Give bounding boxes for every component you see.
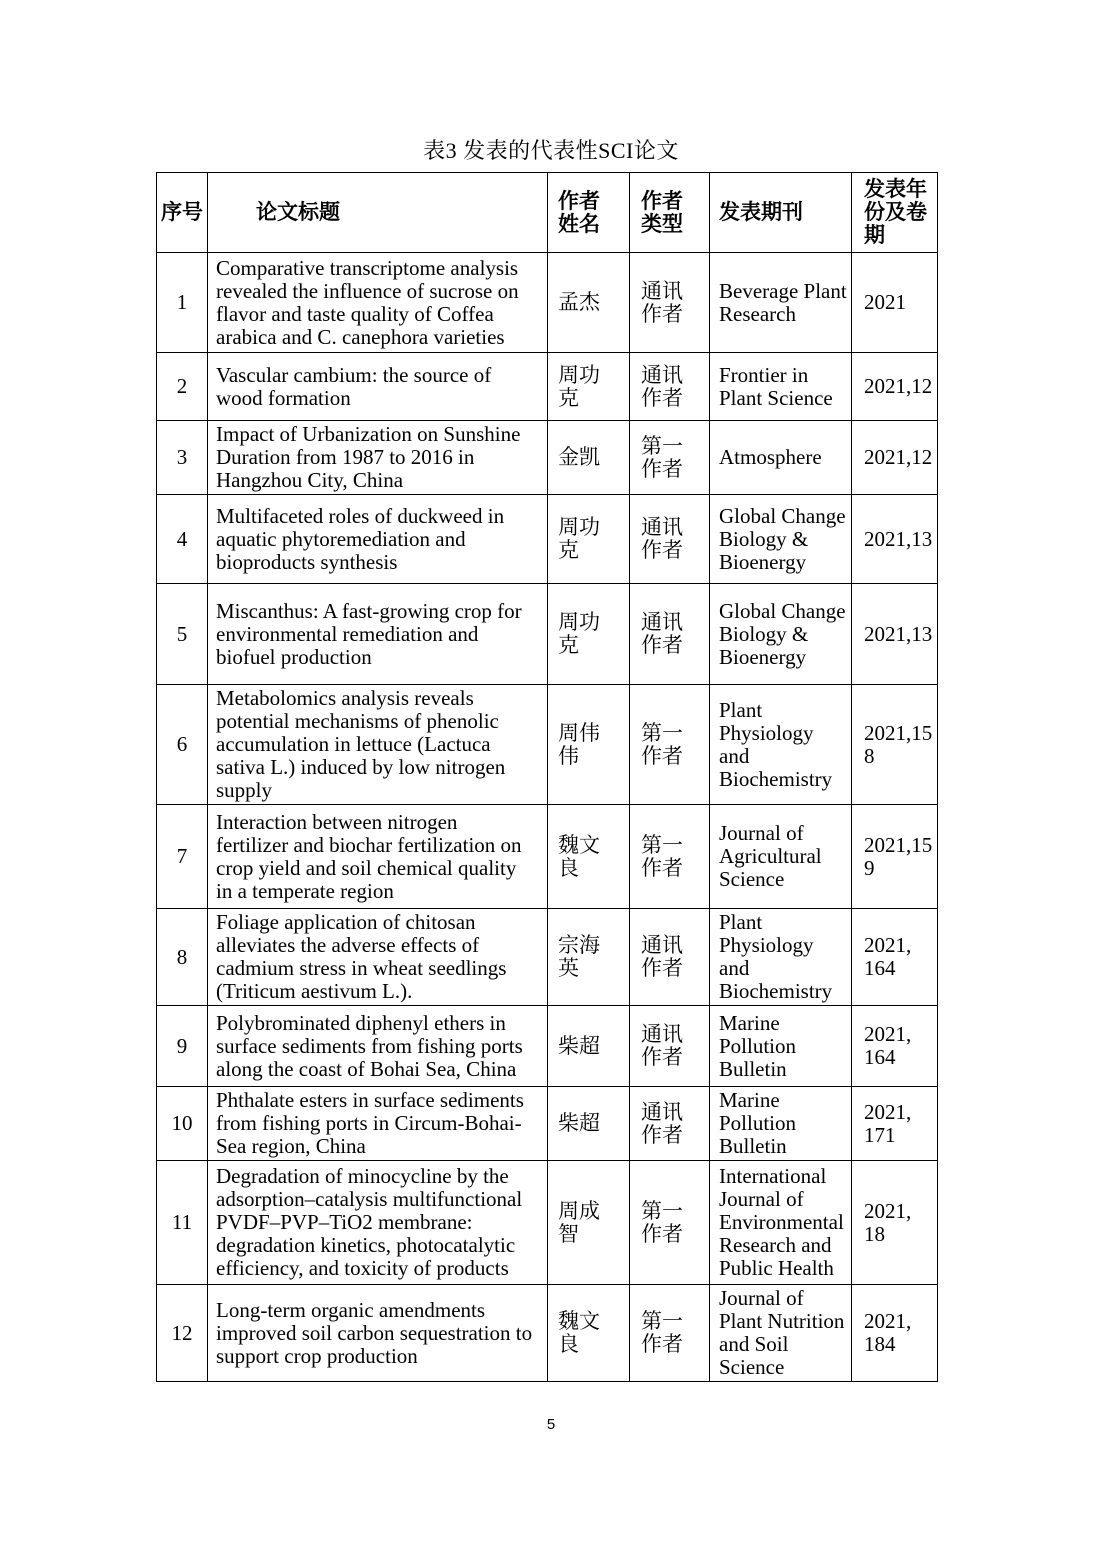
table-body	[157, 253, 938, 1382]
cell-author: 周功克	[548, 353, 630, 421]
cell-author: 宗海英	[548, 909, 630, 1006]
cell-author-type: 通讯作者	[630, 909, 710, 1006]
cell-title: Impact of Urbanization on Sunshine Duration from 1987 to 2016 in Hangzhou City, China	[208, 421, 548, 495]
cell-year-volume: 2021, 164	[852, 1006, 938, 1087]
header-cell-title: 论文标题	[208, 173, 548, 253]
cell-author-type: 通讯作者	[630, 353, 710, 421]
cell-journal: Global Change Biology & Bioenergy	[710, 584, 852, 685]
cell-author: 柴超	[548, 1087, 630, 1161]
cell-title: Foliage application of chitosan alleviates the adverse effects of cadmium stress in wheat seedlings (Triticum aestivum L.).	[208, 909, 548, 1006]
cell-title: Metabolomics analysis reveals potential mechanisms of phenolic accumulation in lettuce (Lactuca sativa L.) induced by low nitrogen supply	[208, 685, 548, 805]
cell-journal: Journal of Agricultural Science	[710, 805, 852, 909]
cell-year-volume: 2021,13	[852, 584, 938, 685]
cell-no: 10	[157, 1087, 208, 1161]
cell-title: Miscanthus: A fast-growing crop for environmental remediation and biofuel production	[208, 584, 548, 685]
cell-no: 11	[157, 1161, 208, 1285]
cell-title: Interaction between nitrogen fertilizer and biochar fertilization on crop yield and soil chemical quality in a temperate region	[208, 805, 548, 909]
cell-year-volume: 2021	[852, 253, 938, 353]
cell-author-type: 第一作者	[630, 421, 710, 495]
cell-author: 柴超	[548, 1006, 630, 1087]
cell-title: Multifaceted roles of duckweed in aquatic phytoremediation and bioproducts synthesis	[208, 495, 548, 584]
cell-author-type: 第一作者	[630, 805, 710, 909]
page-number: 5	[546, 1416, 556, 1433]
cell-journal: Journal of Plant Nutrition and Soil Science	[710, 1285, 852, 1382]
cell-year-volume: 2021,12	[852, 353, 938, 421]
cell-author: 周成智	[548, 1161, 630, 1285]
cell-no: 4	[157, 495, 208, 584]
cell-year-volume: 2021,13	[852, 495, 938, 584]
table-row	[157, 584, 938, 685]
cell-year-volume: 2021,12	[852, 421, 938, 495]
cell-year-volume: 2021, 184	[852, 1285, 938, 1382]
cell-no: 7	[157, 805, 208, 909]
cell-no: 3	[157, 421, 208, 495]
cell-title: Comparative transcriptome analysis revealed the influence of sucrose on flavor and taste quality of Coffea arabica and C. canephora varieties	[208, 253, 548, 353]
cell-author-type: 第一作者	[630, 1161, 710, 1285]
table-header	[157, 173, 938, 253]
cell-no: 2	[157, 353, 208, 421]
cell-author-type: 通讯作者	[630, 1006, 710, 1087]
cell-journal: Beverage Plant Research	[710, 253, 852, 353]
cell-author: 魏文良	[548, 805, 630, 909]
table-row	[157, 1006, 938, 1087]
cell-title: Degradation of minocycline by the adsorption–catalysis multifunctional PVDF–PVP–TiO2 membrane: degradation kinetics, photocatalytic efficiency, and toxicity of products	[208, 1161, 548, 1285]
cell-author-type: 通讯作者	[630, 584, 710, 685]
cell-no: 1	[157, 253, 208, 353]
cell-author-type: 通讯作者	[630, 1087, 710, 1161]
cell-author-type: 第一作者	[630, 1285, 710, 1382]
cell-journal: Marine Pollution Bulletin	[710, 1006, 852, 1087]
header-row	[157, 173, 938, 253]
cell-year-volume: 2021, 18	[852, 1161, 938, 1285]
cell-author-type: 通讯作者	[630, 253, 710, 353]
cell-journal: Plant Physiology and Biochemistry	[710, 909, 852, 1006]
cell-author-type: 通讯作者	[630, 495, 710, 584]
cell-title: Long-term organic amendments improved soil carbon sequestration to support crop production	[208, 1285, 548, 1382]
cell-author: 周功克	[548, 495, 630, 584]
cell-title: Polybrominated diphenyl ethers in surface sediments from fishing ports along the coast of Bohai Sea, China	[208, 1006, 548, 1087]
table-row	[157, 253, 938, 353]
cell-year-volume: 2021, 164	[852, 909, 938, 1006]
header-cell-year-volume: 发表年份及卷期	[852, 173, 938, 253]
cell-author: 周功克	[548, 584, 630, 685]
table-row	[157, 1161, 938, 1285]
cell-year-volume: 2021,158	[852, 685, 938, 805]
cell-year-volume: 2021, 171	[852, 1087, 938, 1161]
papers-table	[156, 172, 938, 1382]
header-cell-author-type: 作者类型	[630, 173, 710, 253]
cell-no: 12	[157, 1285, 208, 1382]
cell-title: Vascular cambium: the source of wood formation	[208, 353, 548, 421]
table-caption: 表3 发表的代表性SCI论文	[423, 138, 679, 163]
cell-title: Phthalate esters in surface sediments from fishing ports in Circum-Bohai-Sea region, China	[208, 1087, 548, 1161]
cell-journal: Marine Pollution Bulletin	[710, 1087, 852, 1161]
table-row	[157, 353, 938, 421]
cell-author: 周伟伟	[548, 685, 630, 805]
table-row	[157, 685, 938, 805]
header-cell-journal: 发表期刊	[710, 173, 852, 253]
table-row	[157, 1087, 938, 1161]
cell-no: 8	[157, 909, 208, 1006]
table-row	[157, 421, 938, 495]
header-cell-no: 序号	[157, 173, 208, 253]
cell-journal: Global Change Biology & Bioenergy	[710, 495, 852, 584]
cell-journal: Plant Physiology and Biochemistry	[710, 685, 852, 805]
cell-no: 9	[157, 1006, 208, 1087]
table-row	[157, 495, 938, 584]
cell-journal: International Journal of Environmental Research and Public Health	[710, 1161, 852, 1285]
cell-author: 魏文良	[548, 1285, 630, 1382]
cell-journal: Atmosphere	[710, 421, 852, 495]
cell-author: 金凯	[548, 421, 630, 495]
table-row	[157, 909, 938, 1006]
cell-no: 5	[157, 584, 208, 685]
header-cell-author: 作者姓名	[548, 173, 630, 253]
cell-author-type: 第一作者	[630, 685, 710, 805]
cell-year-volume: 2021,159	[852, 805, 938, 909]
cell-no: 6	[157, 685, 208, 805]
cell-author: 孟杰	[548, 253, 630, 353]
table-row	[157, 805, 938, 909]
cell-journal: Frontier in Plant Science	[710, 353, 852, 421]
table-row	[157, 1285, 938, 1382]
